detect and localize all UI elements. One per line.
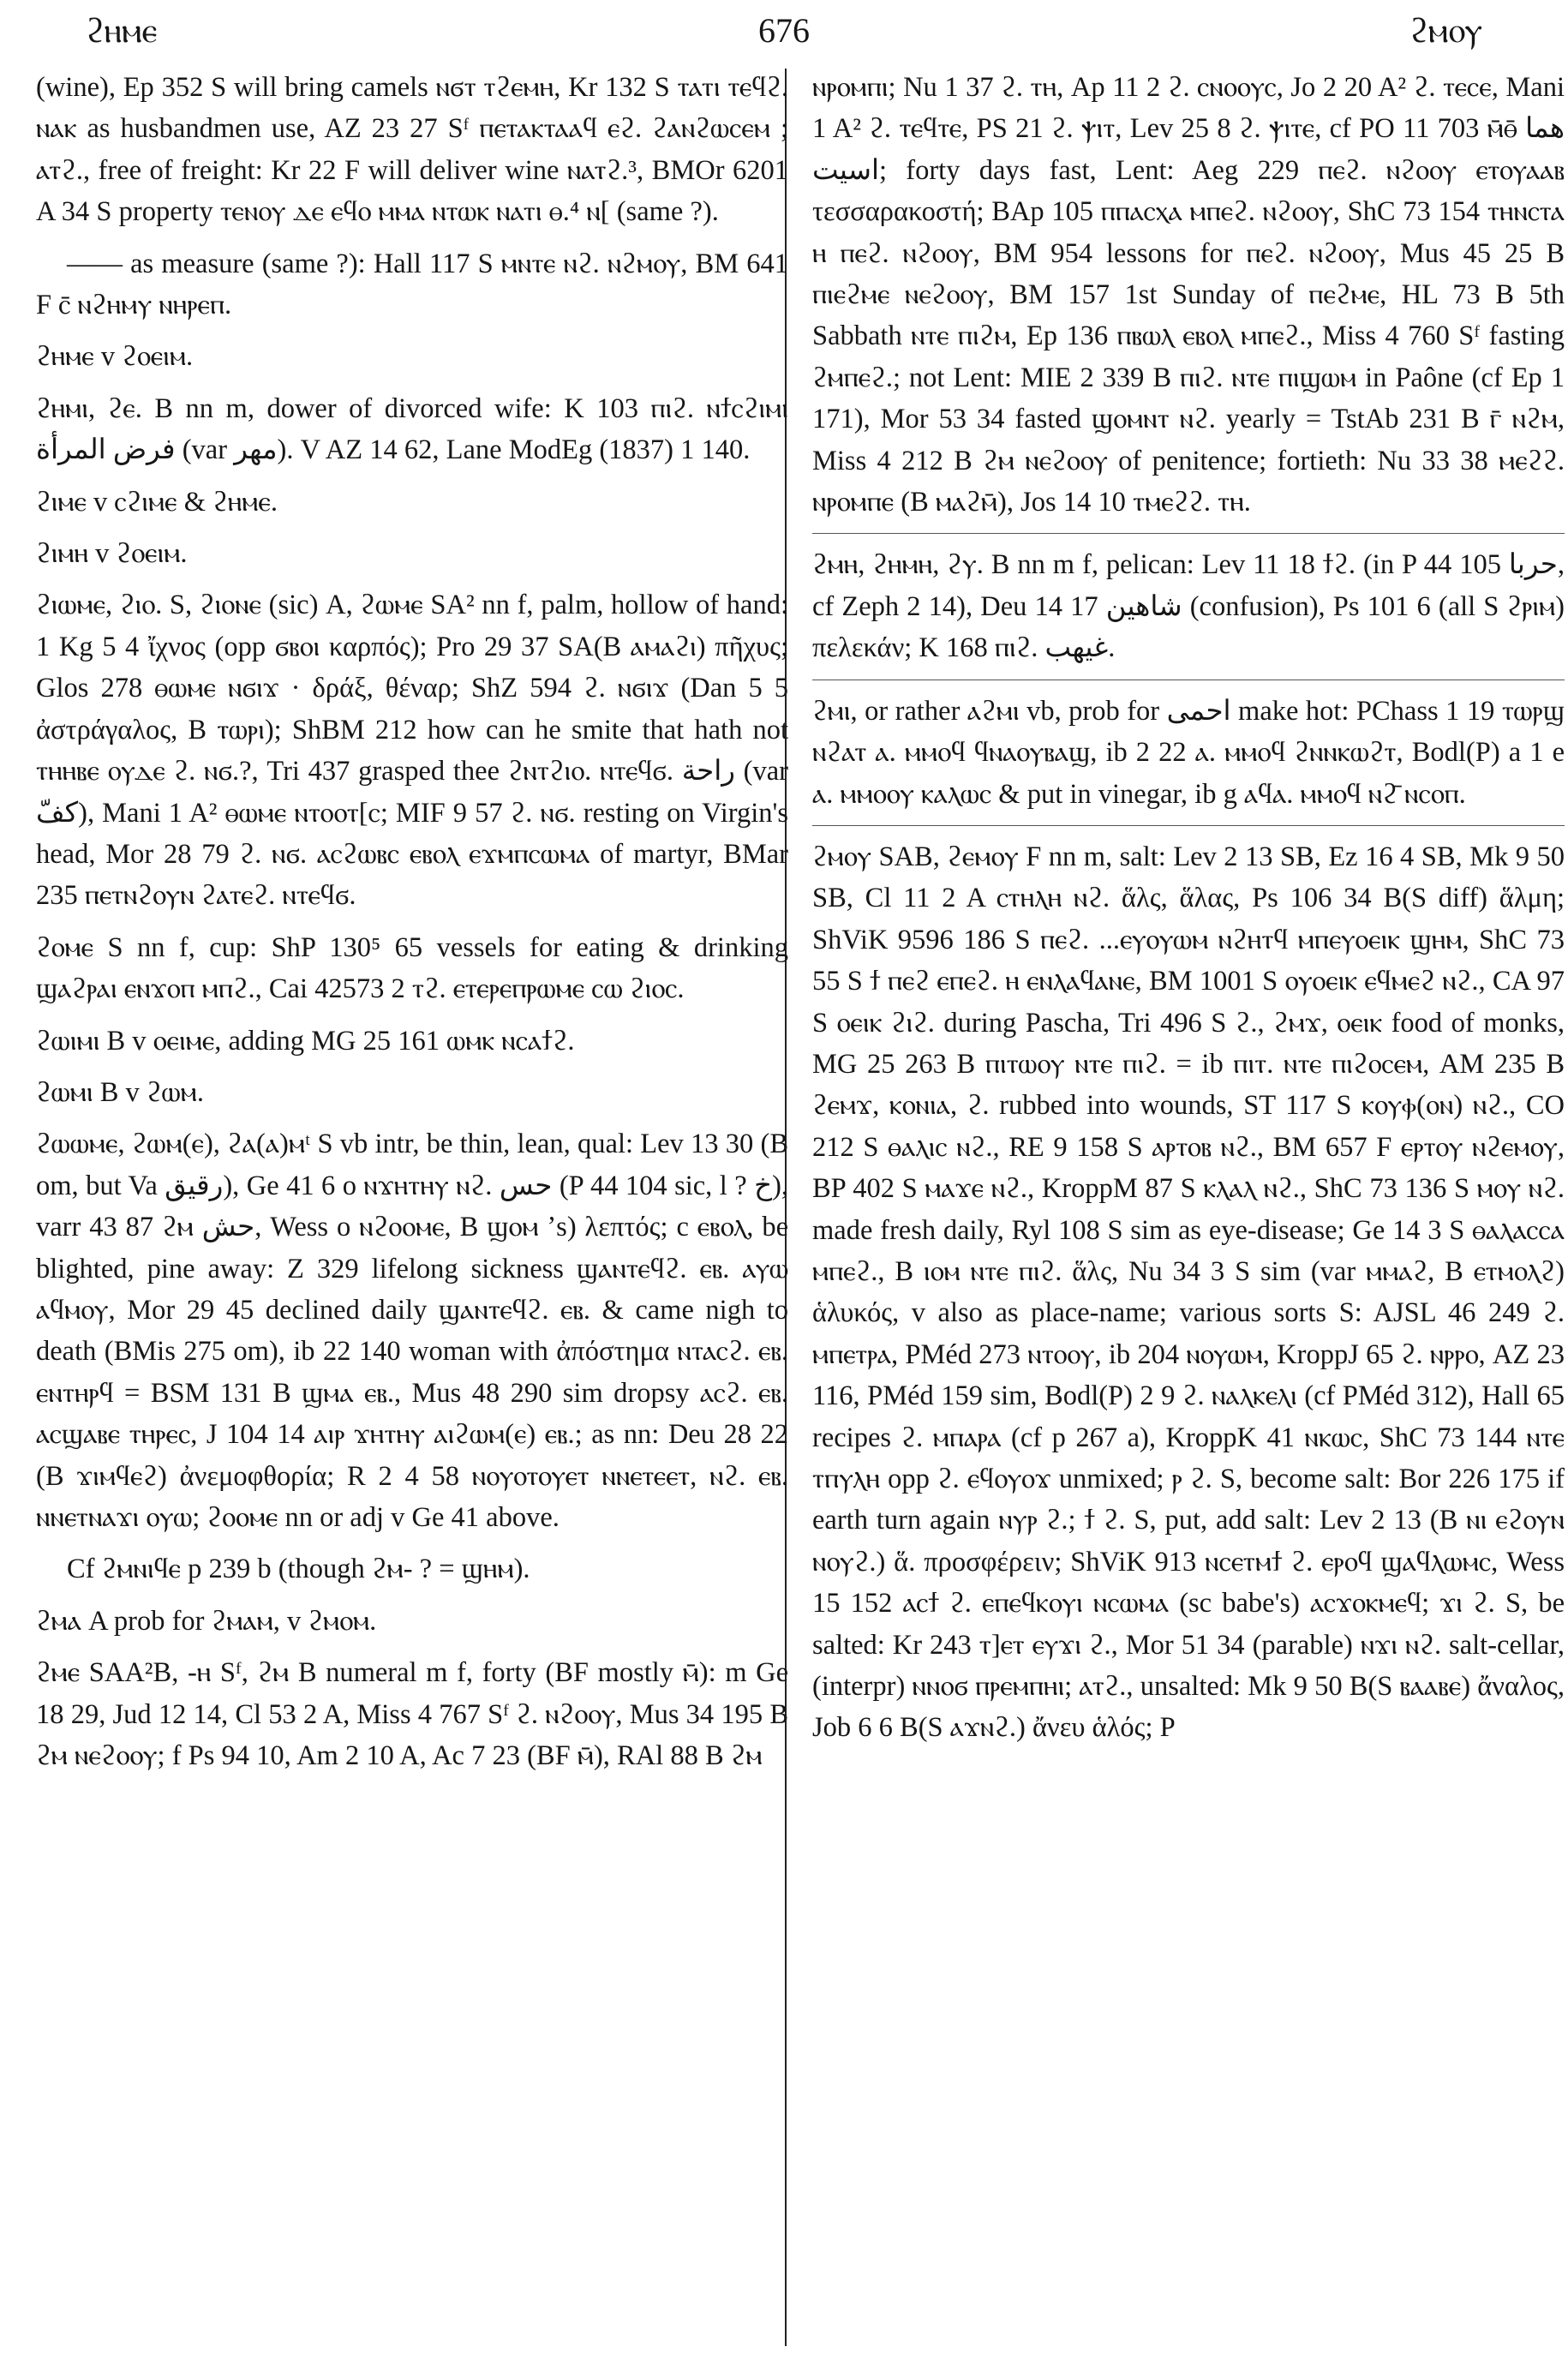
entry-hmou-salt: ϩⲙⲟⲩ SAB, ϩⲉⲙⲟⲩ F nn m, salt: Lev 2 13 SB, Ez 16 4 SB, Mk 9 50 SB, Cl 11 2 A ⲥⲧⲏⲗⲏ ⲛϩ. ἅλς, ἅλας, Ps 106 34 B(S diff) ἅλμη; ShViK 9596 186 S ⲡⲉϩ. ...ⲉⲩⲟⲩⲱⲙ ⲛϩⲏⲧϥ ⲙⲡⲉⲩⲟⲉⲓⲕ ϣⲏⲙ, ShC 73 55 S ϯ ⲡⲉϩ ⲉⲡⲉϩ. ⲏ ⲉⲛⲗⲁϥⲁⲛⲉ, BM 1001 S ⲟⲩⲟⲉⲓⲕ ⲉϥⲙⲉϩ ⲛϩ., CA 97 S ⲟⲉⲓⲕ ϩⲓϩ. during Pascha, Tri 496 S ϩ., ϩⲙϫ, ⲟⲉⲓⲕ food of monks, MG 25 263 B ⲡⲓⲧⲱⲟⲩ ⲛⲧⲉ ⲡⲓϩ. = ib ⲡⲓⲧ. ⲛⲧⲉ ⲡⲓϩⲟⲥⲉⲙ, AM 235 B ϩⲉⲙϫ, ⲕⲟⲛⲓⲁ, ϩ. rubbed into wounds, ST 117 S ⲕⲟⲩⲫ(ⲟⲛ) ⲛϩ., CO 212 S ⲑⲁⲗⲓⲥ ⲛϩ., RE 9 158 S ⲁⲣⲧⲟⲃ ⲛϩ., BM 657 F ⲉⲣⲧⲟⲩ ⲛϩⲉⲙⲟⲩ, BP 402 S ⲙⲁϫⲉ ⲛϩ., KroppM 87 S ⲕⲗⲁⲗ ⲛϩ., ShC 73 136 S ⲙⲟⲩ ⲛϩ. made fresh daily, Ryl 108 S sim as eye-disease; Ge 14 3 S ⲑⲁⲗⲁⲥⲥⲁ ⲙⲡⲉϩ., B ⲓⲟⲙ ⲛⲧⲉ ⲡⲓϩ. ἅλς, Nu 34 3 S sim (var ⲙⲙⲁϩ, B ⲉⲧⲙⲟⲗϩ) ἁλυκός, v also as place-name; various sorts S: AJSL 46 249 ϩ. ⲙⲡⲉⲧⲣⲁ, PMéd 273 ⲛⲧⲟⲟⲩ, ib 204 ⲛⲟⲩⲱⲙ, KroppJ 65 ϩ. ⲛⲣⲣⲟ, AZ 23 116, PMéd 159 sim, Bodl(P) 2 9 ϩ. ⲛⲁⲗⲕⲉⲗⲓ (cf PMéd 312), Hall 65 recipes ϩ. ⲙⲡⲁⲣⲁ (cf p 267 a), KroppK 41 ⲛⲕⲱⲥ, ShC 73 144 ⲛⲧⲉ ⲧⲡⲩⲗⲏ opp ϩ. ⲉϥⲟⲩⲟϫ unmixed; ⲣ ϩ. S, become salt: Bor 226 175 if earth turn again ⲛⲩⲣ ϩ.; ϯ ϩ. S, put, add salt: Lev 2 13 (B ⲛⲓ ⲉϩⲟⲩⲛ ⲛⲟⲩϩ.) ἅ. προσφέρειν; ShViK 913 ⲛⲥⲉⲧⲙϯ ϩ. ⲉⲣⲟϥ ϣⲁϥⲗⲱⲙⲥ, Wess 15 152 ⲁⲥϯ ϩ. ⲉⲡⲉϥⲕⲟⲩⲓ ⲛⲥⲱⲙⲁ (sc babe's) ⲁⲥϫⲟⲕⲙⲉϥ; ϫⲓ ϩ. S, be salted: Kr 243 ⲧ]ⲉⲧ ⲉⲩϫⲓ ϩ., Mor 51 34 (parable) ⲛϫⲓ ⲛϩ. salt-cellar, (interpr) ⲛⲛⲟϭ ⲡⲣⲉⲙⲡⲏⲓ; ⲁⲧϩ., unsalted: Mk 9 50 B(S ⲃⲁⲁⲃⲉ) ἄναλος, Job 6 6 B(S ⲁϫⲛϩ.) ἄνευ ἁλός; P xyxy=(812,841,1565,1744)
left-column xyxy=(36,67,788,2348)
header-right-headword: ϩⲙⲟⲩ xyxy=(1409,11,1482,50)
page-header xyxy=(0,10,1568,63)
entry-home-cup: ϩⲟⲙⲉ S nn f, cup: ShP 130⁵ 65 vessels for eating & drinking ϣⲁϩⲣⲁⲓ ⲉⲛϫⲟⲡ ⲙⲡϩ., Cai 42573 2 ⲧϩ. ⲉⲧⲉⲣⲉⲡⲣⲱⲙⲉ ⲥⲱ ϩⲓⲟⲥ. xyxy=(36,931,788,1005)
entry-hma: ϩⲙⲁ A prob for ϩⲙⲁⲙ, v ϩⲙⲟⲙ. xyxy=(36,1605,377,1637)
entry-wine-continuation: (wine), Ep 352 S will bring camels ⲛϭⲧ ⲧϩⲉⲙⲏ, Kr 132 S ⲧⲁⲧⲓ ⲧⲉϥϩ. ⲛⲁⲕ as husbandmen use, AZ 23 27 Sᶠ ⲡⲉⲧⲁⲕⲧⲁⲁϥ ⲉϩ. ϩⲁⲛϩⲱⲥⲉⲙ ; ⲁⲧϩ., free of freight: Kr 22 F will deliver wine ⲛⲁⲧϩ.³, BMOr 6201 A 34 S property ⲧⲉⲛⲟⲩ ⲇⲉ ⲉϥⲟ ⲙⲙⲁ ⲛⲧⲱⲕ ⲛⲁⲧⲓ ⲑ.⁴ ⲛ[ (same ?). xyxy=(36,72,788,228)
entry-hoimi: ϩⲱⲓⲙⲓ B v ⲟⲉⲓⲙⲉ, adding MG 25 161 ⲱⲙⲕ ⲛⲥⲁϯϩ. xyxy=(36,1025,575,1057)
entry-cf-note: Cf ϩⲙⲛⲓϥⲉ p 239 b (though ϩⲙ- ? = ϣⲏⲙ). xyxy=(67,1554,530,1585)
entry-as-measure: —— as measure (same ?): Hall 117 S ⲙⲛⲧⲉ ⲛϩ. ⲛϩⲙⲟⲩ, BM 641 F ⲥ̄ ⲛϩⲏⲙⲩ ⲛⲏⲣⲉⲡ. xyxy=(36,248,788,321)
entry-hime: ϩⲏⲙⲉ v ϩⲟⲉⲓⲙ. xyxy=(36,341,194,373)
entry-himh: ϩⲓⲙⲏ v ϩⲟⲉⲓⲙ. xyxy=(36,538,188,570)
entry-hmh-pelican: ϩⲙⲏ, ϩⲏⲙⲏ, ϩⲩ. B nn m f, pelican: Lev 11 18 ϯϩ. (in P 44 105 حربا, cf Zeph 2 14), Deu 14 17 شاهين (confusion), Ps 101 6 (all S ϩⲣⲓⲙ) πελεκάν; K 168 ⲡⲓϩ. غيهب. xyxy=(812,549,1565,664)
entry-hiome-palm: ϩⲓⲱⲙⲉ, ϩⲓⲟ. S, ϩⲓⲟⲛⲉ (sic) A, ϩⲱⲙⲉ SA² nn f, palm, hollow of hand: 1 Kg 5 4 ἴχνος (opp ϭⲃⲟⲓ καρπός); Pro 29 37 SA(B ⲁⲙⲁϩⲓ) πῆχυς; Glos 278 ⲑⲱⲙⲉ ⲛϭⲓϫ · δράξ, θέναρ; ShZ 594 ϩ. ⲛϭⲓϫ (Dan 5 5 ἀστράγαλος, B ⲧⲱⲣⲓ); ShBM 212 how can he smite that hath not ⲧⲏⲏⲃⲉ ⲟⲩⲇⲉ ϩ. ⲛϭ.?, Tri 437 grasped thee ϩⲛⲧϩⲓⲟ. ⲛⲧⲉϥϭ. راحة (var كفّ), Mani 1 A² ⲑⲱⲙⲉ ⲛⲧⲟⲟⲧ[ⲥ; MIF 9 57 ϩ. ⲛϭ. resting on Virgin's head, Mor 28 79 ϩ. ⲛϭ. ⲁⲥϩⲱⲃⲥ ⲉⲃⲟⲗ ⲉϫⲙⲡⲥⲱⲙⲁ of martyr, BMar 235 ⲡⲉⲧⲛϩⲟⲩⲛ ϩⲁⲧⲉϩ. ⲛⲧⲉϥϭ. xyxy=(36,590,788,912)
entry-hmi-make-hot: ϩⲙⲓ, or rather ⲁϩⲙⲓ vb, prob for احمى make hot: PChass 1 19 ⲧⲱⲣϣ ⲛϩⲁⲧ ⲁ. ⲙⲙⲟϥ ϥⲛⲁⲟⲩⲃⲁϣ, ib 2 22 ⲁ. ⲙⲙⲟϥ ϩⲛⲛⲕⲱϩⲧ, Bodl(P) a 1 e ⲁ. ⲙⲙⲟⲟⲩ ⲕⲁⲗⲱⲥ & put in vinegar, ib g ⲁϥⲁ. ⲙⲙⲟϥ ⲛϩ̄ ⲛⲥⲟⲡ. xyxy=(812,695,1565,810)
header-left-headword: ϩⲏⲙⲉ xyxy=(86,11,158,50)
entry-himi: ϩⲏⲙⲓ, ϩⲉ. B nn m, dower of divorced wife: K 103 ⲡⲓϩ. ⲛϯⲥϩⲓⲙⲓ فرض المرأة (var مهر). V AZ 14 62, Lane ModEg (1837) 1 140. xyxy=(36,392,788,466)
right-column xyxy=(812,67,1565,2348)
entry-hoome-thin: ϩⲱⲱⲙⲉ, ϩⲱⲙ(ⲉ), ϩⲁ(ⲁ)ⲙᵗ S vb intr, be thin, lean, qual: Lev 13 30 (B om, but Va رقيق), Ge 41 6 o ⲛϫⲏⲧⲏⲩ ⲛϩ. حس (P 44 104 sic, l ? خ), varr 43 87 ϩⲙ حش, Wess o ⲛϩⲟⲟⲙⲉ, B ϣⲟⲙ ʼs) λεπτός; c ⲉⲃⲟⲗ, be blighted, pine away: Z 329 lifelong sickness ϣⲁⲛⲧⲉϥϩ. ⲉⲃ. ⲁⲩⲱ ⲁϥⲙⲟⲩ, Mor 29 45 declined daily ϣⲁⲛⲧⲉϥϩ. ⲉⲃ. & came nigh to death (BMis 275 om), ib 22 140 woman with ἀπόστημα ⲛⲧⲁⲥϩ. ⲉⲃ. ⲉⲛⲧⲏⲣϥ = BSM 131 B ϣⲙⲁ ⲉⲃ., Mus 48 290 sim dropsy ⲁⲥϩ. ⲉⲃ. ⲁⲥϣⲁⲃⲉ ⲧⲏⲣⲉⲥ, J 104 14 ⲁⲓⲣ ϫⲏⲧⲏⲩ ⲁⲓϩⲱⲙ(ⲉ) ⲉⲃ.; as nn: Deu 28 22 (B ϫⲓⲙϥⲉϩ) ἀνεμοφθορία; R 2 4 58 ⲛⲟⲩⲟⲧⲟⲩⲉⲧ ⲛⲛⲉⲧⲉⲉⲧ, ⲛϩ. ⲉⲃ. ⲛⲛⲉⲧⲛⲁϫⲓ ⲟⲩⲱ; ϩⲟⲟⲙⲉ nn or adj v Ge 41 above. xyxy=(36,1129,788,1533)
entry-hme-forty: ϩⲙⲉ SAA²B, -ⲏ Sᶠ, ϩⲙ B numeral m f, forty (BF mostly ⲙ̄): m Ge 18 29, Jud 12 14, Cl 53 2 A, Miss 4 767 Sᶠ ϩ. ⲛϩⲟⲟⲩ, Mus 34 195 B ϩⲙ ⲛⲉϩⲟⲟⲩ; f Ps 94 10, Am 2 10 A, Ac 7 23 (BF ⲙ̄), RAl 88 B ϩⲙ xyxy=(36,1657,788,1772)
entry-separator xyxy=(812,825,1565,826)
entry-separator xyxy=(812,533,1565,534)
entry-forty-continuation: ⲛⲣⲟⲙⲡⲓ; Nu 1 37 ϩ. ⲧⲏ, Ap 11 2 ϩ. ⲥⲛⲟⲟⲩⲥ, Jo 2 20 A² ϩ. ⲧⲉⲥⲉ, Mani 1 A² ϩ. ⲧⲉϥⲧⲉ, PS 21 ϩ. ⲯⲓⲧ, Lev 25 8 ϩ. ⲯⲓⲧⲉ, cf PO 11 703 ⲙ̄ⲑ̄ هما اسيت; forty days fast, Lent: Aeg 229 ⲡⲉϩ. ⲛϩⲟⲟⲩ ⲉⲧⲟⲩⲁⲁⲃ τεσσαρακοστή; BAp 105 ⲡⲡⲁⲥⲭⲁ ⲙⲡⲉϩ. ⲛϩⲟⲟⲩ, ShC 73 154 ⲧⲏⲛⲥⲧⲁ ⲏ ⲡⲉϩ. ⲛϩⲟⲟⲩ, BM 954 lessons for ⲡⲉϩ. ⲛϩⲟⲟⲩ, Mus 45 25 B ⲡⲓⲉϩⲙⲉ ⲛⲉϩⲟⲟⲩ, BM 157 1st Sunday of ⲡⲉϩⲙⲉ, HL 73 B 5th Sabbath ⲛⲧⲉ ⲡⲓϩⲙ, Ep 136 ⲡⲃⲱⲗ ⲉⲃⲟⲗ ⲙⲡⲉϩ., Miss 4 760 Sᶠ fasting ϩⲙⲡⲉϩ.; not Lent: MIE 2 339 B ⲡⲓϩ. ⲛⲧⲉ ⲡⲓϣⲱⲙ in Paône (cf Ep 1 171), Mor 53 34 fasted ϣⲟⲙⲛⲧ ⲛϩ. yearly = TstAb 231 B ⲅ̄ ⲛϩⲙ, Miss 4 212 B ϩⲙ ⲛⲉϩⲟⲟⲩ of penitence; fortieth: Nu 33 38 ⲙⲉϩϩ. ⲛⲣⲟⲙⲡⲉ (B ⲙⲁϩⲙ̄), Jos 14 10 ⲧⲙⲉϩϩ. ⲧⲏ. xyxy=(812,72,1565,518)
page-number: 676 xyxy=(758,11,810,50)
entry-hime-2: ϩⲓⲙⲉ v ⲥϩⲓⲙⲉ & ϩⲏⲙⲉ. xyxy=(36,486,278,518)
entry-homi: ϩⲱⲙⲓ B v ϩⲱⲙ. xyxy=(36,1076,204,1108)
